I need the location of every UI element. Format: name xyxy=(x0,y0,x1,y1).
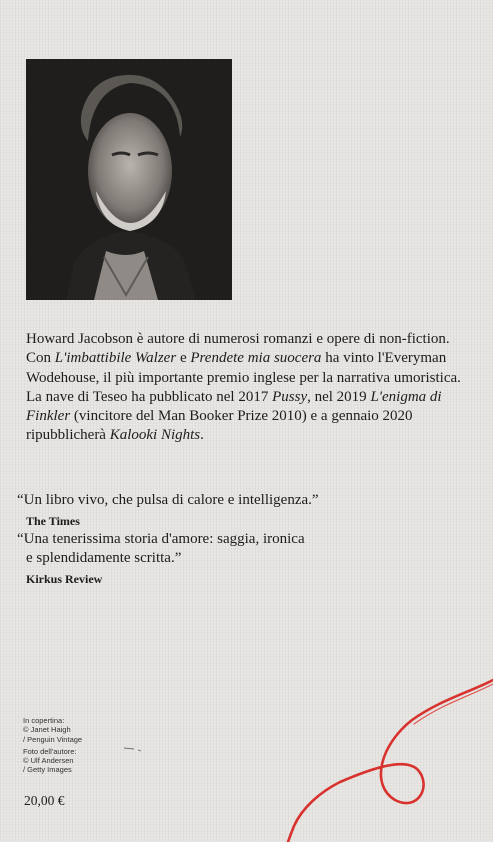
cover-credit-line2: / Penguin Vintage xyxy=(23,734,83,744)
photo-credit-label: Foto dell'autore: xyxy=(23,746,77,756)
bio-title-suocera: Prendete mia suocera xyxy=(190,350,322,367)
quote-text: “Un libro vivo, che pulsa di calore e intelligenza.” xyxy=(17,492,319,508)
bio-text: Howard Jacobson è autore di numerosi romanzi e opere di non-fiction. Con xyxy=(26,331,450,367)
pencil-mark xyxy=(124,748,141,751)
bio-text: , nel 2019 xyxy=(307,388,371,405)
quote-source: The Times xyxy=(26,514,80,528)
cover-credit-label: In copertina: xyxy=(23,716,65,725)
cover-credit-line1: © Janet Haigh xyxy=(23,725,71,735)
price: 20,00 € xyxy=(24,793,65,808)
bio-title-kalooki: Kalooki Nights xyxy=(109,427,201,444)
bio-text: . xyxy=(200,427,204,444)
red-thread xyxy=(288,680,493,842)
bio-text: (vincitore del Man Booker Prize 2010) e a gennaio 2020 ripubblicherà xyxy=(26,408,413,444)
bio-text: ha vinto l'Everyman Wodehouse, il più importante premio inglese per la narrativa umoristica. La nave di Teseo ha pubblicato nel 2017 xyxy=(26,350,461,405)
bio-title-finkler: L'enigma di Finkler xyxy=(26,388,442,425)
bio-text: e xyxy=(176,350,191,367)
photo-credit-line1: © Ulf Andersen xyxy=(23,756,74,766)
red-thread-strand xyxy=(414,684,493,724)
bio-title-pussy: Pussy xyxy=(272,388,308,405)
photo-credit-line2: / Getty Images xyxy=(23,765,72,775)
quote-source: Kirkus Review xyxy=(26,572,103,586)
bio-title-walzer: L'imbattibile Walzer xyxy=(54,350,177,367)
quote-text-line1: “Una tenerissima storia d'amore: saggia, ironica xyxy=(17,531,305,547)
quote-text-line2: e splendidamente scritta.” xyxy=(26,550,182,566)
